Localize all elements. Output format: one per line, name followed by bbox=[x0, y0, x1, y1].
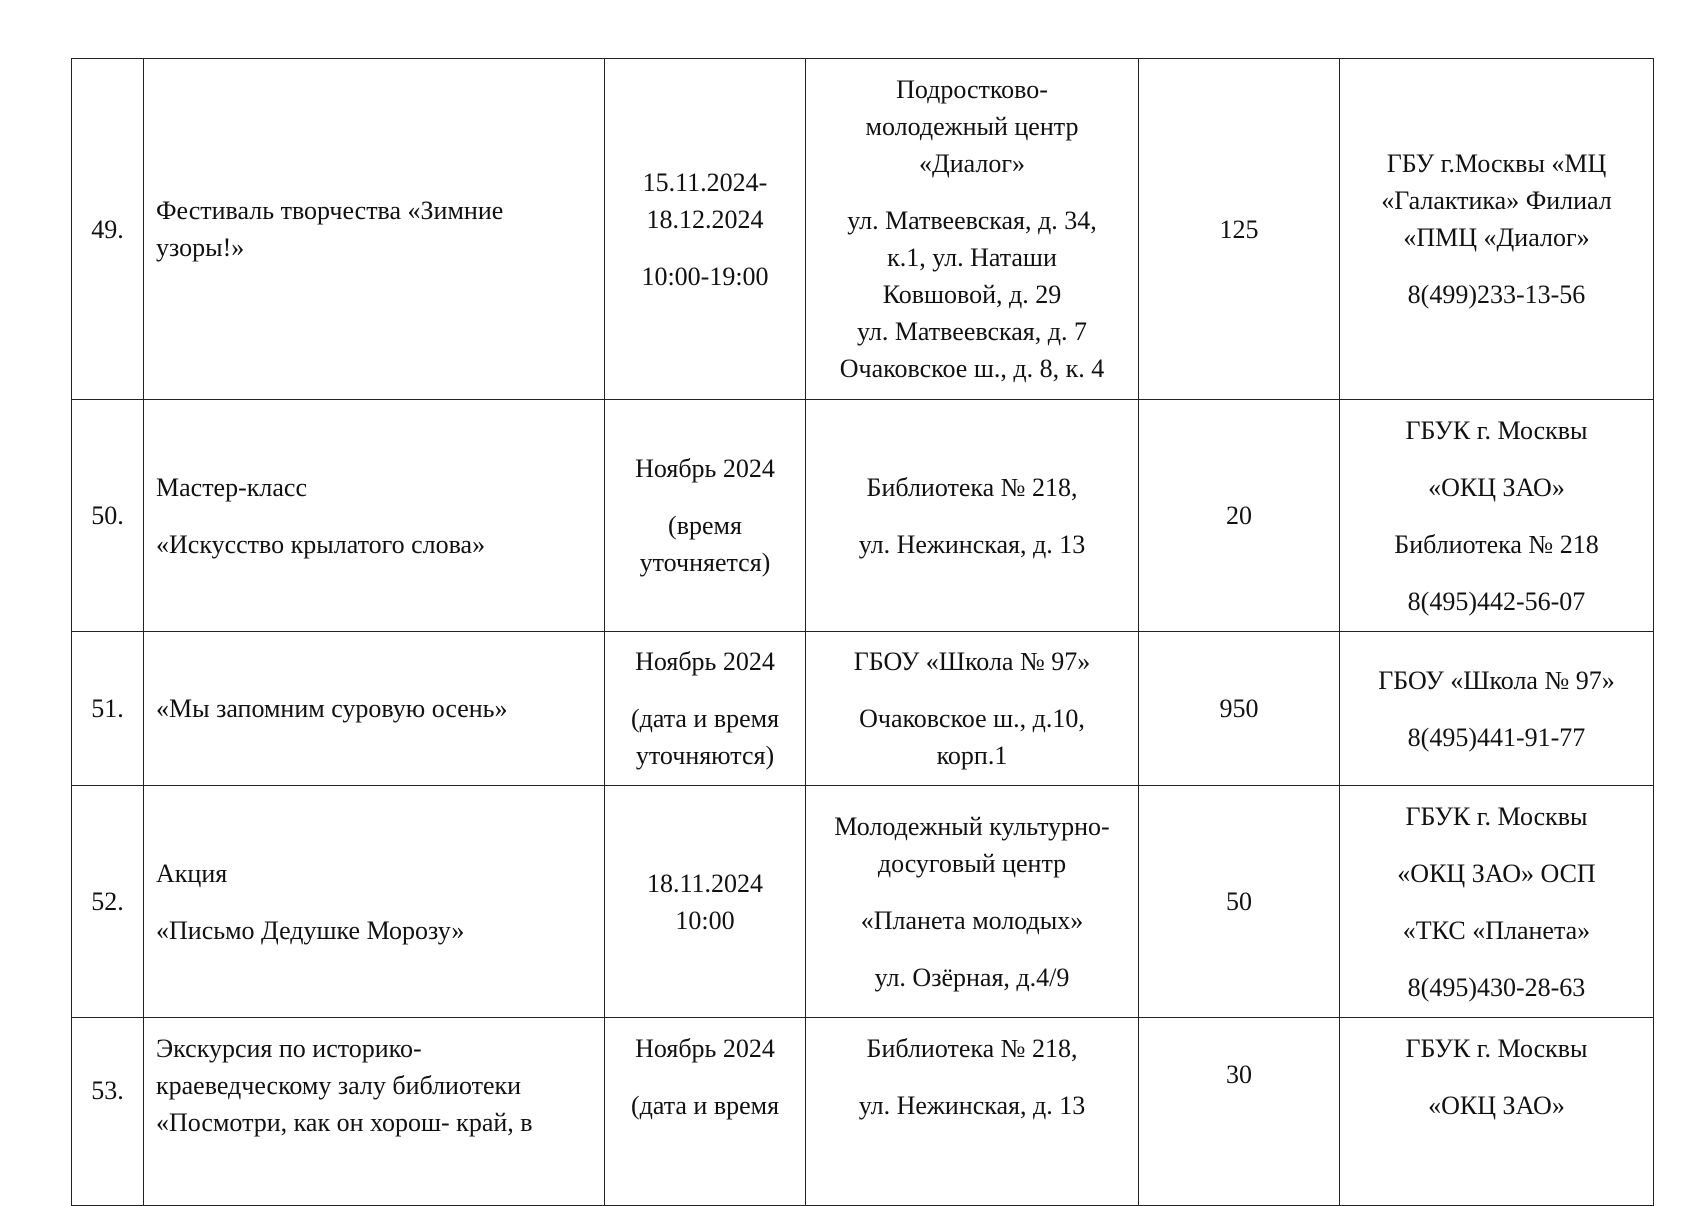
organizer bbox=[1340, 632, 1654, 786]
place-line: ул. Озёрная, д.4/9 bbox=[874, 962, 1070, 992]
row-number: 50. bbox=[72, 400, 144, 632]
place-line: досуговый центр bbox=[877, 848, 1067, 878]
date-line: 15.11.2024- bbox=[642, 167, 768, 197]
event-name-line: «Посмотри, как он хорош- край, в bbox=[156, 1108, 533, 1137]
date-line: Ноябрь 2024 bbox=[635, 454, 775, 483]
time-line: 10:00 bbox=[675, 905, 735, 935]
event-name-line: краеведческому залу библиотеки bbox=[156, 1071, 522, 1100]
place-line: Молодежный культурно- bbox=[834, 811, 1110, 841]
event-name bbox=[144, 786, 605, 1018]
organizer-line: ГБУК г. Москвы bbox=[1405, 415, 1588, 445]
event-place bbox=[806, 1018, 1139, 1206]
organizer-line: «Галактика» Филиал bbox=[1381, 186, 1612, 215]
event-date bbox=[605, 1018, 806, 1206]
event-date bbox=[605, 632, 806, 786]
date-line: Ноябрь 2024 bbox=[635, 647, 775, 676]
place-line: Ковшовой, д. 29 bbox=[882, 280, 1062, 309]
place-line: Подростково- bbox=[896, 75, 1048, 104]
event-name bbox=[144, 1018, 605, 1206]
table-row bbox=[72, 786, 1654, 1018]
event-name-line: Акция bbox=[156, 858, 228, 888]
event-date bbox=[605, 59, 806, 400]
organizer-line: ГБУ г.Москвы «МЦ bbox=[1386, 149, 1607, 178]
table-row bbox=[72, 400, 1654, 632]
organizer bbox=[1340, 400, 1654, 632]
place-line: ул. Матвеевская, д. 7 bbox=[856, 317, 1087, 346]
place-line: ул. Матвеевская, д. 34, bbox=[847, 206, 1097, 235]
place-line: корп.1 bbox=[936, 741, 1008, 770]
place-line: молодежный центр bbox=[865, 112, 1079, 141]
date-line: Ноябрь 2024 bbox=[635, 1034, 775, 1063]
date-line: уточняется) bbox=[639, 548, 771, 577]
event-place bbox=[806, 59, 1139, 400]
organizer-line: ГБУК г. Москвы bbox=[1405, 1034, 1588, 1063]
place-line: ул. Нежинская, д. 13 bbox=[858, 1091, 1086, 1120]
place-line: Библиотека № 218, bbox=[866, 472, 1078, 502]
place-line: к.1, ул. Наташи bbox=[887, 243, 1057, 272]
organizer-line: Библиотека № 218 bbox=[1394, 529, 1599, 559]
event-name-line: «Искусство крылатого слова» bbox=[156, 529, 486, 559]
place-line: ГБОУ «Школа № 97» bbox=[853, 647, 1091, 676]
organizer-line: «ОКЦ ЗАО» bbox=[1428, 472, 1565, 502]
participant-count: 950 bbox=[1139, 632, 1340, 786]
date-line: (время bbox=[668, 511, 742, 540]
organizer bbox=[1340, 1018, 1654, 1206]
participant-count: 20 bbox=[1139, 400, 1340, 632]
date-line: (дата и время bbox=[630, 1091, 780, 1120]
row-number: 49. bbox=[72, 59, 144, 400]
participant-count: 125 bbox=[1139, 59, 1340, 400]
row-number: 51. bbox=[72, 632, 144, 786]
date-line: 18.11.2024 bbox=[646, 868, 764, 898]
date-line: 18.12.2024 bbox=[646, 204, 764, 234]
event-place bbox=[806, 786, 1139, 1018]
organizer-line: «ОКЦ ЗАО» bbox=[1428, 1091, 1565, 1120]
event-place bbox=[806, 632, 1139, 786]
row-number: 52. bbox=[72, 786, 144, 1018]
event-name-line: Экскурсия по историко- bbox=[156, 1034, 422, 1063]
table-row bbox=[72, 632, 1654, 786]
event-date bbox=[605, 400, 806, 632]
organizer bbox=[1340, 786, 1654, 1018]
event-name bbox=[144, 400, 605, 632]
time-line: 10:00-19:00 bbox=[641, 261, 769, 291]
organizer-line: «ОКЦ ЗАО» ОСП bbox=[1397, 858, 1596, 888]
date-line: уточняются) bbox=[635, 741, 775, 770]
participant-count: 30 bbox=[1139, 1018, 1340, 1206]
organizer-phone: 8(499)233-13-56 bbox=[1407, 280, 1586, 309]
place-line: «Диалог» bbox=[918, 149, 1026, 178]
participant-count: 50 bbox=[1139, 786, 1340, 1018]
event-date bbox=[605, 786, 806, 1018]
event-name-line: «Письмо Дедушке Морозу» bbox=[156, 915, 465, 945]
table-row bbox=[72, 59, 1654, 400]
place-line: «Планета молодых» bbox=[860, 905, 1084, 935]
organizer-line: «ПМЦ «Диалог» bbox=[1403, 223, 1590, 252]
event-name-line: Фестиваль творчества «Зимние узоры!» bbox=[156, 196, 504, 262]
place-line: Очаковское ш., д. 8, к. 4 bbox=[839, 354, 1105, 383]
event-place bbox=[806, 400, 1139, 632]
organizer-line: ГБОУ «Школа № 97» bbox=[1378, 665, 1615, 695]
place-line: Библиотека № 218, bbox=[866, 1034, 1078, 1063]
event-name bbox=[144, 59, 605, 400]
event-name-line: «Мы запомним суровую осень» bbox=[156, 694, 508, 723]
row-number: 53. bbox=[72, 1018, 144, 1206]
organizer-line: ГБУК г. Москвы bbox=[1405, 801, 1588, 831]
organizer-phone: 8(495)442-56-07 bbox=[1407, 586, 1586, 616]
organizer bbox=[1340, 59, 1654, 400]
organizer-phone: 8(495)441-91-77 bbox=[1407, 722, 1586, 752]
organizer-phone: 8(495)430-28-63 bbox=[1407, 972, 1586, 1002]
date-line: (дата и время bbox=[630, 704, 780, 733]
events-table bbox=[71, 58, 1654, 1206]
table-row bbox=[72, 1018, 1654, 1206]
place-line: ул. Нежинская, д. 13 bbox=[858, 529, 1086, 559]
event-name-line: Мастер-класс bbox=[156, 472, 307, 502]
event-name bbox=[144, 632, 605, 786]
organizer-line: «ТКС «Планета» bbox=[1402, 915, 1591, 945]
place-line: Очаковское ш., д.10, bbox=[859, 704, 1085, 733]
